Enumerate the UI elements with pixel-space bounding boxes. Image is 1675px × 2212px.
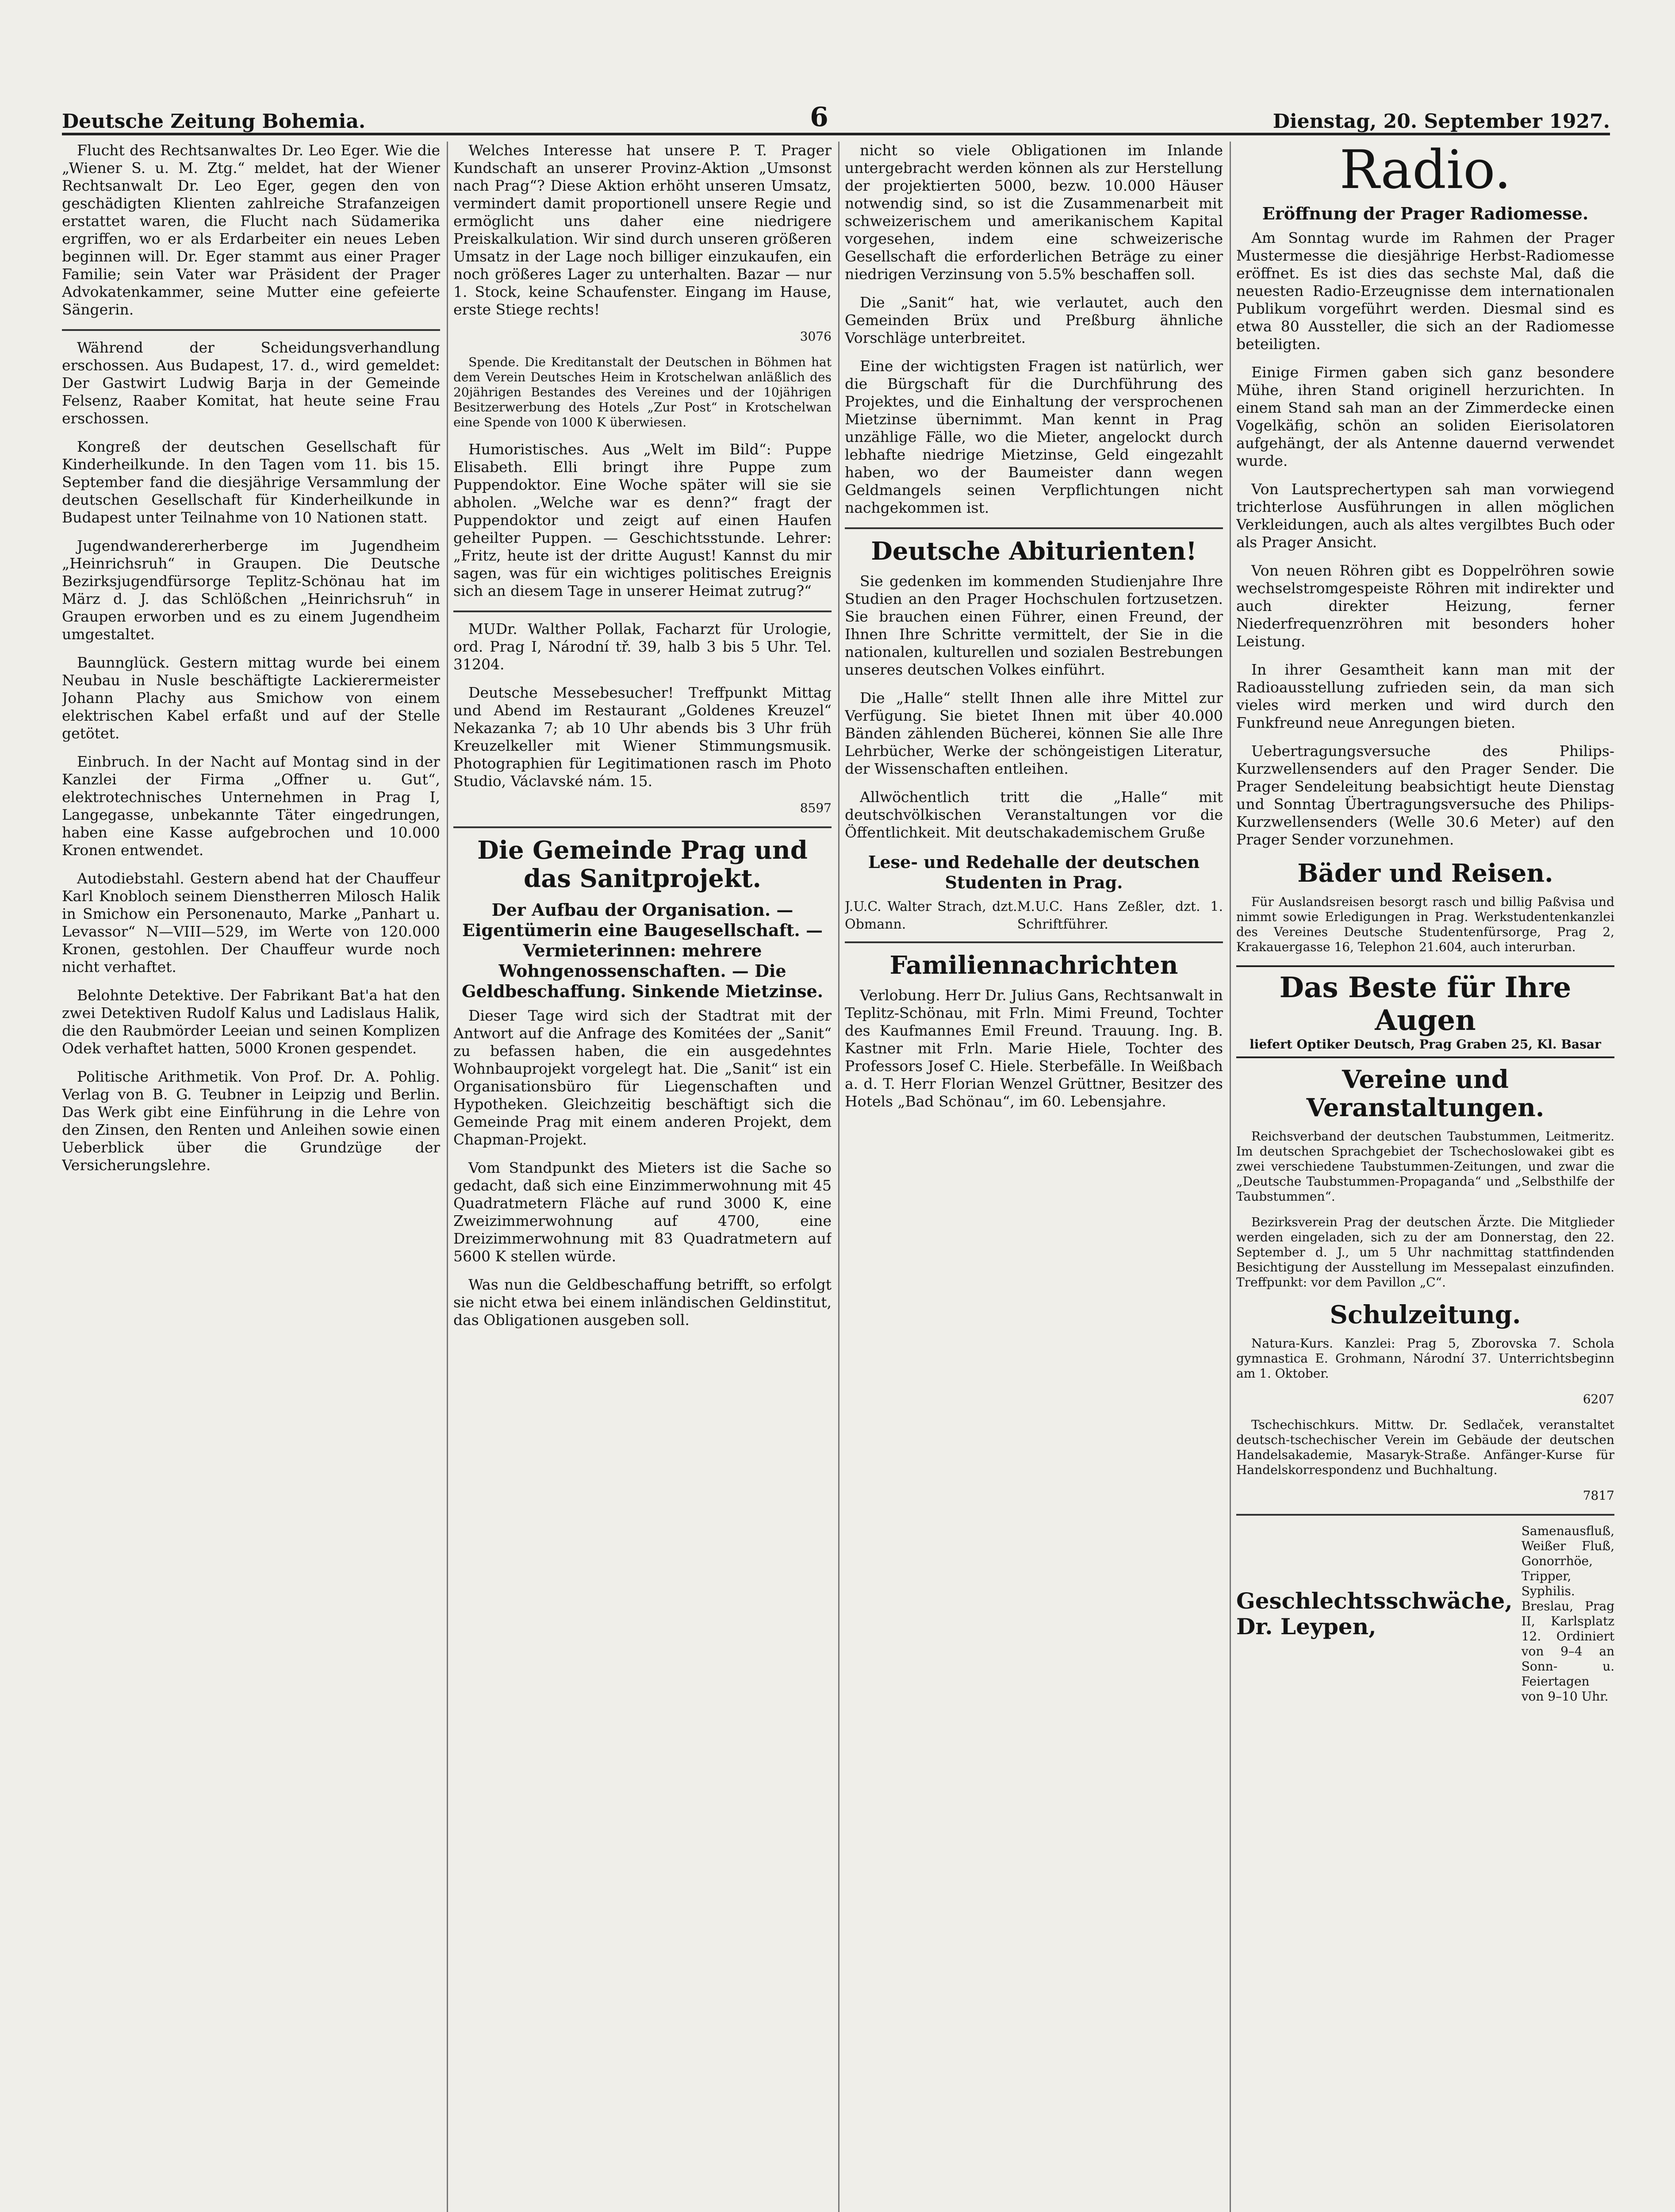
radio-body: In ihrer Gesamtheit kann man mit der Radioausstellung zufrieden sein, da man sich vieles wird merken und wird durch den Funkfreund neue Anregungen bieten. bbox=[1236, 661, 1614, 731]
column-rule bbox=[1230, 142, 1231, 2212]
article-arithmetik: Politische Arithmetik. Von Prof. Dr. A. Pohlig. Verlag von B. G. Teubner in Leipzig und Berlin. Das Werk gibt eine Einführung in die Lehre von den Zinsen, den Renten und Anleihen sowie einen Ueberblick über die Grundzüge der Versicherungslehre. bbox=[62, 1068, 440, 1174]
divider bbox=[62, 329, 440, 331]
column-3 bbox=[845, 142, 1223, 2212]
divider bbox=[1236, 1514, 1614, 1516]
article-humor: Humoristisches. Aus „Welt im Bild“: Puppe Elisabeth. Elli bringt ihre Puppe zum Puppendoktor. Eine Woche später will sie sie abholen. „Welche war es denn?“ fragt der Puppendoktor und zeigt auf einen Haufen geheilter Puppen. — Geschichtsstunde. Lehrer: „Fritz, heute ist der dritte August! Kannst du mir sagen, was für ein wichtiges politisches Ereignis sich an diesem Tage in unserer Heimat zutrug?“ bbox=[453, 441, 832, 599]
column-4 bbox=[1236, 142, 1614, 2212]
article-subhead: Der Aufbau der Organisation. — Eigentümerin eine Baugesellschaft. — Vermieterinnen: mehrere Wohngenossenschaften. — Die Geldbeschaffung. Sinkende Mietzinse. bbox=[462, 900, 823, 1001]
leypen-ad-line2: Dr. Leypen, bbox=[1236, 1613, 1376, 1640]
radio-philips: Uebertragungsversuche des Philips-Kurzwellensenders auf den Prager Sender. Die Prager Sendeleitung beabsichtigt heute Dienstag und Sonntag Übertragungsversuche des Philips-Kurzwellensenders (Welle 30.6 Meter) auf den Prager Sender vorzunehmen. bbox=[1236, 742, 1614, 848]
article-kongress: Kongreß der deutschen Gesellschaft für Kinderheilkunde. In den Tagen vom 11. bis 15. September fand die diesjährige Versammlung der deutschen Gesellschaft für Kinderheilkunde in Budapest unter Teilnahme von 10 Nationen statt. bbox=[62, 438, 440, 526]
radio-body: Von neuen Röhren gibt es Doppelröhren sowie wechselstromgespeiste Röhren mit indirekter und auch direkter Heizung, ferner Niederfrequenzröhren mit besonders hoher Leistung. bbox=[1236, 562, 1614, 650]
article-body: Eine der wichtigsten Fragen ist natürlich, wer die Bürgschaft für die Durchführung des Projektes, und die Einhaltung der versprochenen Mietzinse übernimmt. Man kennt in Prag unzählige Fälle, wo die Mieter, angelockt durch lebhafte niedrige Mietzinse, Geld eingezahlt haben, wo der Baumeister dann wegen Geldmangels seinen Verpflichtungen nicht nachgekommen ist. bbox=[845, 357, 1223, 516]
article-headline: Die Gemeinde Prag und das Sanitprojekt. bbox=[477, 836, 808, 893]
baeder-headline: Bäder und Reisen. bbox=[1297, 859, 1553, 888]
column-1 bbox=[62, 142, 440, 2212]
divider bbox=[453, 611, 832, 612]
article-body: Vom Standpunkt des Mieters ist die Sache so gedacht, daß sich eine Einzimmerwohnung mit 45 Quadratmetern Fläche auf rund 3000 K, eine Zweizimmerwohnung auf 4700, eine Dreizimmerwohnung mit 83 Quadratmetern auf 5600 K stellen würde. bbox=[453, 1159, 832, 1265]
abiturienten-headline: Deutsche Abiturienten! bbox=[871, 537, 1197, 566]
article-detektive: Belohnte Detektive. Der Fabrikant Bat'a hat den zwei Detektiven Rudolf Kalus und Ladislaus Halik, die den Raubmörder Leeian und seinen Komplizen Odek verhaftet hatten, 5000 Kronen gespendet. bbox=[62, 987, 440, 1057]
abiturienten-body: Die „Halle“ stellt Ihnen alle ihre Mittel zur Verfügung. Sie bietet Ihnen mit über 40.000 Bänden zählenden Bücherei, können Sie alle Ihre Lehrbücher, Werke der schöngeistigen Literatur, der Wissenschaften entleihen. bbox=[845, 689, 1223, 777]
issue-date: Dienstag, 20. September 1927. bbox=[1273, 110, 1610, 133]
optiker-ad-text: liefert Optiker Deutsch, Prag Graben 25, Kl. Basar bbox=[1250, 1037, 1601, 1052]
ad-pollak: MUDr. Walther Pollak, Facharzt für Urologie, ord. Prag I, Národní tř. 39, halb 3 bis 5 Uhr. Tel. 31204. bbox=[453, 620, 832, 673]
schul-headline: Schulzeitung. bbox=[1330, 1300, 1521, 1329]
leypen-ad-text: Samenausfluß, Weißer Fluß, Gonorrhöe, Tripper, Syphilis. Breslau, Prag II, Karlsplatz 12. Ordiniert von 9–4 an Sonn- u. Feiertagen von 9–10 Uhr. bbox=[1521, 1524, 1614, 1704]
article-continued: nicht so viele Obligationen im Inlande untergebracht werden können als zur Herstellung der projektierten 5000, bezw. 10.000 Häuser notwendig sind, so ist die Zusammenarbeit mit schweizerischem und amerikanischem Kapital vorgesehen, indem eine schweizerische Gesellschaft die erforderlichen Beträge zu einer niedrigen Verzinsung von 5.5% beschaffen soll. bbox=[845, 142, 1223, 283]
ad-number: 6207 bbox=[1583, 1392, 1614, 1406]
abiturienten-body: Sie gedenken im kommenden Studienjahre Ihre Studien an den Prager Hochschulen fortzusetzen. Sie brauchen einen Führer, einen Freund, der Ihnen Ihre Schritte vermittelt, der Sie in die nationalen, kulturellen und sozialen Bestrebungen unseres deutschen Volkes einführt. bbox=[845, 572, 1223, 678]
abiturienten-body: Allwöchentlich tritt die „Halle“ mit deutschvölkischen Veranstaltungen vor die Öffentlichkeit. Mit deutschakademischem Gruße bbox=[845, 788, 1223, 841]
article-flucht: Flucht des Rechtsanwaltes Dr. Leo Eger. Wie die „Wiener S. u. M. Ztg.“ meldet, hat der Wiener Rechtsanwalt Dr. Leo Eger, gegen den von geschädigten Klienten zahlreiche Strafanzeigen erstattet waren, die Flucht nach Südamerika ergriffen, wo er als Erdarbeiter ein neues Leben beginnen will. Dr. Eger stammt aus einer Prager Familie; sein Vater war Präsident der Prager Advokatenkammer, seine Mutter eine gefeierte Sängerin. bbox=[62, 142, 440, 318]
leypen-ad bbox=[1236, 1524, 1614, 1704]
baeder-body: Für Auslandsreisen besorgt rasch und billig Paßvisa und nimmt sowie Erledigungen in Prag. Werkstudentenkanzlei des Vereines Deutsche Studentenfürsorge, Prag 2, Krakauergasse 16, Telephon 21.604, auch interurban. bbox=[1236, 895, 1614, 954]
family-headline: Familiennachrichten bbox=[889, 951, 1178, 980]
article-body: Die „Sanit“ hat, wie verlautet, auch den Gemeinden Brüx und Preßburg ähnliche Vorschläge unterbreitet. bbox=[845, 294, 1223, 346]
signature-2: M.U.C. Hans Zeßler, dzt. 1. Schriftführer. bbox=[1017, 899, 1223, 932]
page-header bbox=[62, 84, 1610, 135]
article-einbruch: Einbruch. In der Nacht auf Montag sind in der Kanzlei der Firma „Offner u. Gut“, elektrotechnisches Unternehmen in Prag I, Langegasse, unbekannte Täter eingedrungen, haben eine Kasse aufgebrochen und 10.000 Kronen entwendet. bbox=[62, 753, 440, 859]
radio-body: Von Lautsprechertypen sah man vorwiegend trichterlose Ausführungen in allen möglichen Verkleidungen, auch als altes vergilbtes Buch oder als Prager Ansicht. bbox=[1236, 480, 1614, 551]
signature-1: J.U.C. Walter Strach, dzt. Obmann. bbox=[845, 899, 1017, 932]
family-notices: Verlobung. Herr Dr. Julius Gans, Rechtsanwalt in Teplitz-Schönau, mit Frln. Mimi Freund, Tochter des Kaufmannes Emil Freund. Trauung. Ing. B. Kastner mit Frln. Marie Hiele, Tochter des Professors Josef C. Hiele. Sterbefälle. In Weißbach a. d. T. Herr Florian Wenzel Grüttner, Besitzer des Hotels „Bad Schönau“, im 60. Lebensjahre. bbox=[845, 987, 1223, 1110]
radio-subtitle: Eröffnung der Prager Radiomesse. bbox=[1262, 204, 1589, 223]
column-rule bbox=[838, 142, 839, 2212]
column-rule bbox=[447, 142, 448, 2212]
article-body: Dieser Tage wird sich der Stadtrat mit der Antwort auf die Anfrage des Komitées der „Sanit“ zu befassen haben, die ein ausgedehntes Wohnbauprojekt vorgelegt hat. Die „Sanit“ ist ein Organisationsbüro für Liegenschaften und Hypotheken. Gleichzeitig beschäftigt sich die Gemeinde Prag mit einem anderen Projekt, dem Chapman-Projekt. bbox=[453, 1007, 832, 1148]
article-bauunglueck: Baunnglück. Gestern mittag wurde bei einem Neubau in Nusle beschäftigte Lackierermeister Johann Plachy aus Smichow von einem elektrischen Kabel erfaßt und auf der Stelle getötet. bbox=[62, 654, 440, 742]
signatures bbox=[845, 898, 1223, 933]
article-autodiebstahl: Autodiebstahl. Gestern abend hat der Chauffeur Karl Knobloch seinem Dienstherren Milosch Halik in Smichow ein Personenauto, Marke „Panhart u. Levassor“ N—VIII—529, im Werte von 120.000 Kronen, gestohlen. Der Chauffeur wurde noch nicht verhaftet. bbox=[62, 870, 440, 975]
radio-body: Am Sonntag wurde im Rahmen der Prager Mustermesse die diesjährige Herbst-Radiomesse eröffnet. Es ist dies das sechste Mal, daß die neuesten Radio-Erzeugnisse dem internationalen Publikum vorgeführt werden. Diesmal sind es etwa 80 Aussteller, die sich an der Radiomesse beteiligten. bbox=[1236, 229, 1614, 353]
optiker-ad-title: Das Beste für Ihre Augen bbox=[1279, 971, 1572, 1037]
vereine-headline: Vereine und Veranstaltungen. bbox=[1306, 1065, 1545, 1122]
abiturienten-signoff: Lese- und Redehalle der deutschen Studenten in Prag. bbox=[868, 852, 1200, 892]
vereine-body: Bezirksverein Prag der deutschen Ärzte. Die Mitglieder werden eingeladen, sich zu der am Donnerstag, den 22. September d. J., um 5 Uhr nachmittag stattfindenden Besichtigung der Ausstellung im Messepalast einzufinden. Treffpunkt: vor dem Pavillon „C“. bbox=[1236, 1215, 1614, 1290]
ad-number: 7817 bbox=[1583, 1488, 1614, 1503]
divider bbox=[453, 826, 832, 828]
notice-spende: Spende. Die Kreditanstalt der Deutschen in Böhmen hat dem Verein Deutsches Heim in Krotschelwan anläßlich des 20jährigen Bestandes des Vereines und der 10jährigen Besitzerwerbung des Hotels „Zur Post“ in Krotschelwan eine Spende von 1000 K überwiesen. bbox=[453, 355, 832, 430]
ad-messebesucher: Deutsche Messebesucher! Treffpunkt Mittag und Abend im Restaurant „Goldenes Kreuzel“ Nekazanka 7; ab 10 Uhr abends bis 3 Uhr früh Kreuzelkeller mit Wiener Stimmungsmusik. Photographien für Legitimationen rasch im Photo Studio, Václavské nám. 15. bbox=[453, 684, 832, 790]
leypen-ad-line1: Geschlechtsschwäche, bbox=[1236, 1588, 1513, 1614]
ad-provinz-aktion: Welches Interesse hat unsere P. T. Prager Kundschaft an unserer Provinz-Aktion „Umsonst nach Prag“? Diese Aktion erhöht unseren Umsatz, vermindert damit proportionell unsere Regie und ermöglicht uns daher eine niedrigere Preiskalkulation. Wir sind durch unseren größeren Umsatz in der Lage noch billiger einzukaufen, ein noch größeres Lager zu unterhalten. Bazar — nur 1. Stock, keine Schaufenster. Eingang im Hause, erste Stiege rechts! bbox=[453, 142, 832, 318]
article-scheidung: Während der Scheidungsverhandlung erschossen. Aus Budapest, 17. d., wird gemeldet: Der Gastwirt Ludwig Barja in der Gemeinde Felsenz, Raaber Komitat, hat heute seine Frau erschossen. bbox=[62, 339, 440, 427]
ad-number: 3076 bbox=[800, 329, 832, 344]
article-body: Was nun die Geldbeschaffung betrifft, so erfolgt sie nicht etwa bei einem inländischen Geldinstitut, das Obligationen ausgeben soll. bbox=[453, 1276, 832, 1329]
schul-body: Natura-Kurs. Kanzlei: Prag 5, Zborovska 7. Schola gymnastica E. Grohmann, Národní 37. Unterrichtsbeginn am 1. Oktober. bbox=[1236, 1336, 1614, 1381]
radio-title: Radio. bbox=[1339, 142, 1511, 201]
masthead-title: Deutsche Zeitung Bohemia. bbox=[62, 110, 366, 133]
leypen-ad-title bbox=[1236, 1588, 1513, 1640]
article-jugendherberge: Jugendwandererherberge im Jugendheim „Heinrichsruh“ in Graupen. Die Deutsche Bezirksjugendfürsorge Teplitz-Schönau hat im März d. J. das Schlößchen „Heinrichsruh“ in Graupen erworben und es zu einem Jugendheim umgestaltet. bbox=[62, 537, 440, 643]
ad-number: 8597 bbox=[800, 801, 832, 815]
radio-body: Einige Firmen gaben sich ganz besondere Mühe, ihren Stand originell herzurichten. In einem Stand sah man an der Zimmerdecke einen Vogelkäfig, schön an soliden Eierisolatoren aufgehängt, der als Antenne dauernd verwendet wurde. bbox=[1236, 364, 1614, 469]
page-number: 6 bbox=[810, 102, 828, 133]
divider bbox=[845, 527, 1223, 529]
schul-body: Tschechischkurs. Mittw. Dr. Sedlaček, veranstaltet deutsch-tschechischer Verein im Gebäude der deutschen Handelsakademie, Masaryk-Straße. Anfänger-Kurse für Handelskorrespondenz und Buchhaltung. bbox=[1236, 1417, 1614, 1477]
optiker-ad bbox=[1236, 965, 1614, 1058]
vereine-body: Reichsverband der deutschen Taubstummen, Leitmeritz. Im deutschen Sprachgebiet der Tschechoslowakei gibt es zwei verschiedene Taubstummen-Zeitungen, und zwar die „Deutsche Taubstummen-Propaganda“ und „Selbsthilfe der Taubstummen“. bbox=[1236, 1129, 1614, 1204]
divider bbox=[845, 941, 1223, 943]
column-2 bbox=[453, 142, 832, 2212]
